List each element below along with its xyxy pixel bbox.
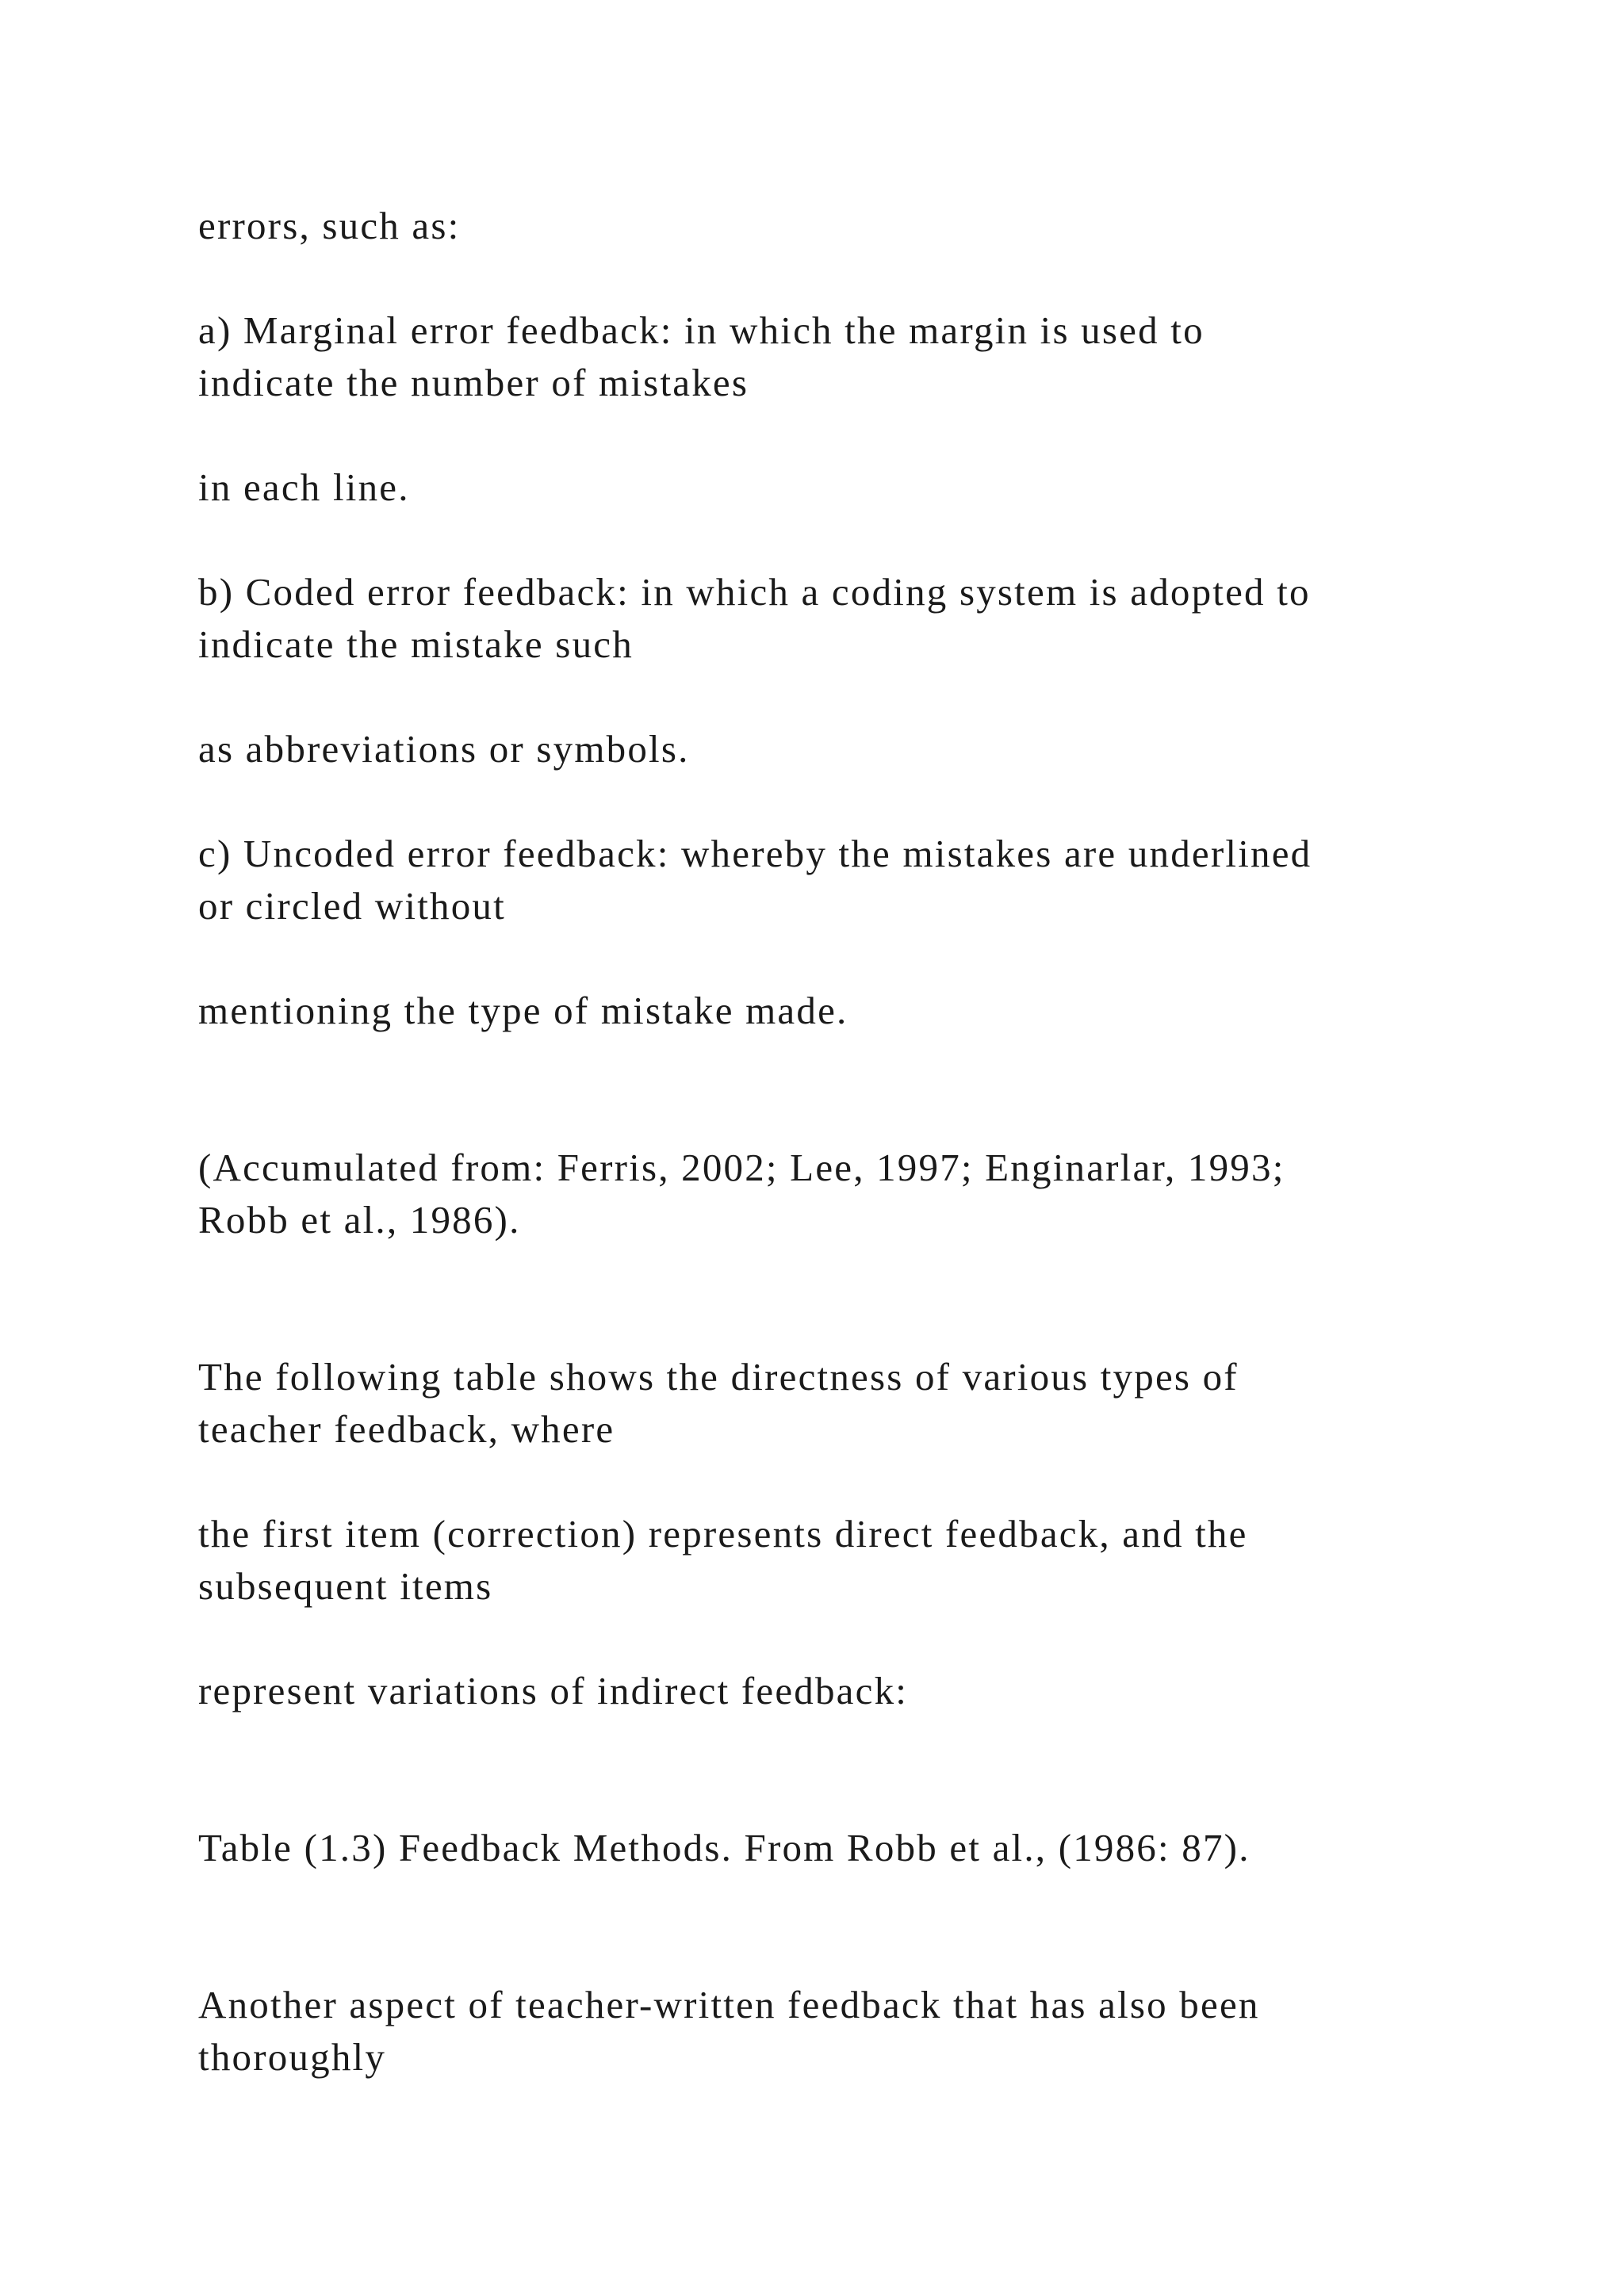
text-line: errors, such as: bbox=[198, 204, 461, 247]
paragraph-citation bbox=[198, 1142, 1467, 1246]
text-line: mentioning the type of mistake made. bbox=[198, 989, 848, 1032]
text-line: in each line. bbox=[198, 465, 410, 509]
text-line: teacher feedback, where bbox=[198, 1407, 615, 1451]
paragraph-abbreviations bbox=[198, 723, 1467, 775]
text-line: b) Coded error feedback: in which a coding system is adopted to bbox=[198, 570, 1311, 614]
text-line: The following table shows the directness of various types of bbox=[198, 1355, 1239, 1399]
text-line: indicate the number of mistakes bbox=[198, 361, 749, 404]
text-line: or circled without bbox=[198, 884, 506, 928]
text-line: subsequent items bbox=[198, 1564, 493, 1608]
paragraph-first-item bbox=[198, 1508, 1467, 1613]
text-line: (Accumulated from: Ferris, 2002; Lee, 1997; Enginarlar, 1993; bbox=[198, 1146, 1285, 1189]
paragraph-mistake-type bbox=[198, 985, 1467, 1037]
paragraph-errors-intro bbox=[198, 200, 1467, 252]
text-line: a) Marginal error feedback: in which the margin is used to bbox=[198, 308, 1205, 352]
text-line: c) Uncoded error feedback: whereby the mistakes are underlined bbox=[198, 832, 1312, 875]
text-line: Another aspect of teacher-written feedback that has also been bbox=[198, 1983, 1260, 2026]
text-line: as abbreviations or symbols. bbox=[198, 727, 690, 771]
paragraph-marginal-feedback bbox=[198, 304, 1467, 409]
text-line: represent variations of indirect feedback: bbox=[198, 1669, 909, 1712]
paragraph-indirect-feedback bbox=[198, 1665, 1467, 1717]
paragraph-another-aspect bbox=[198, 1979, 1467, 2084]
paragraph-coded-feedback bbox=[198, 566, 1467, 671]
text-line: Table (1.3) Feedback Methods. From Robb et al., (1986: 87). bbox=[198, 1826, 1251, 1869]
text-line: indicate the mistake such bbox=[198, 622, 634, 666]
text-line: thoroughly bbox=[198, 2035, 387, 2079]
text-line: the first item (correction) represents direct feedback, and the bbox=[198, 1512, 1248, 1556]
paragraph-table-intro bbox=[198, 1351, 1467, 1456]
paragraph-uncoded-feedback bbox=[198, 828, 1467, 932]
text-line: Robb et al., 1986). bbox=[198, 1198, 521, 1242]
paragraph-each-line bbox=[198, 461, 1467, 514]
table-caption bbox=[198, 1822, 1467, 1874]
